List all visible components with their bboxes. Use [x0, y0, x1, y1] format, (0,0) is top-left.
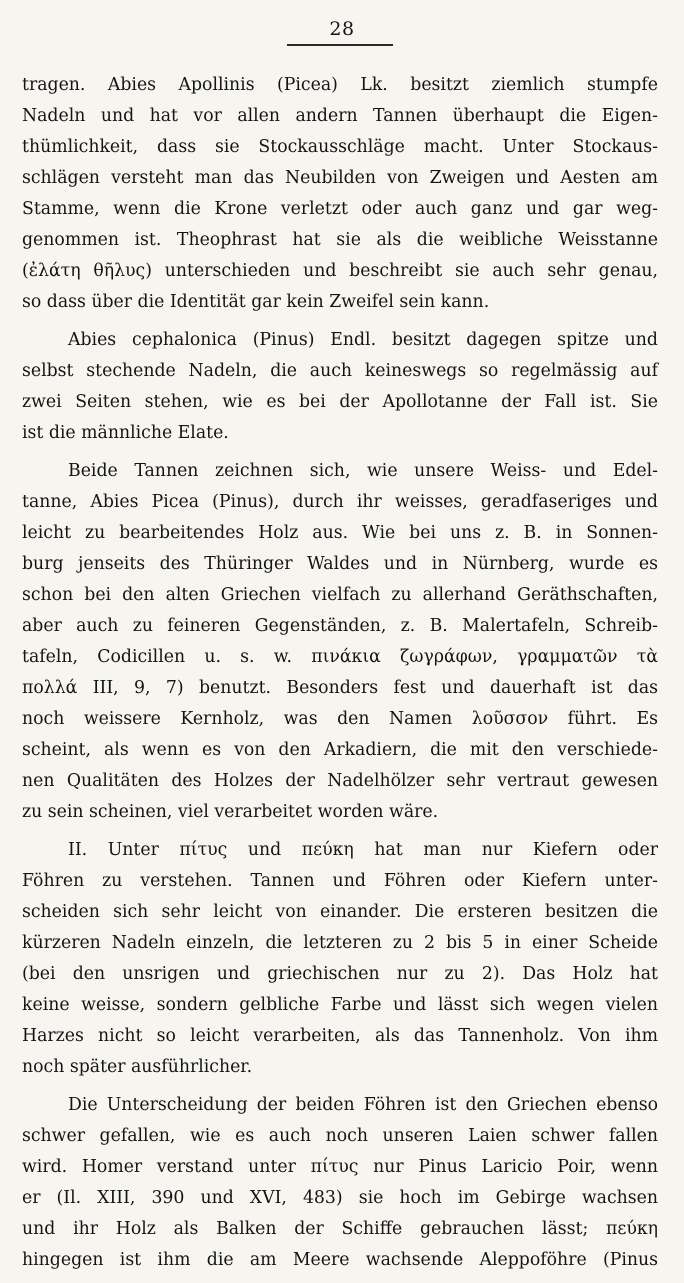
text-line: burg jenseits des Thüringer Waldes und in Nürnberg, wurde es: [22, 554, 658, 574]
text-line: zwei Seiten stehen, wie es bei der Apollotanne der Fall ist. Sie: [22, 392, 658, 412]
text-line: selbst stechende Nadeln, die auch keineswegs so regelmässig auf: [22, 361, 658, 381]
text-line: leicht zu bearbeitendes Holz aus. Wie bei uns z. B. in Sonnen-: [22, 523, 658, 543]
text-line: Harzes nicht so leicht verarbeiten, als das Tannenholz. Von ihm: [22, 1026, 658, 1046]
text-line: schwer gefallen, wie es auch noch unseren Laien schwer fallen: [22, 1126, 658, 1146]
text-line: Föhren zu verstehen. Tannen und Föhren oder Kiefern unter-: [22, 871, 658, 891]
text-line: scheiden sich sehr leicht von einander. Die ersteren besitzen die: [22, 902, 658, 922]
paragraph-3: [22, 456, 658, 828]
text-column: [22, 70, 658, 1283]
text-line: Nadeln und hat vor allen andern Tannen überhaupt die Eigen-: [22, 106, 658, 126]
text-line: er (Il. XIII, 390 und XVI, 483) sie hoch im Gebirge wachsen: [22, 1188, 658, 1208]
header-rule: [287, 44, 393, 46]
text-line: keine weisse, sondern gelbliche Farbe und lässt sich wegen vielen: [22, 995, 658, 1015]
text-line: ist die männliche Elate.: [22, 423, 229, 443]
paragraph-2: [22, 325, 658, 449]
text-line: tanne, Abies Picea (Pinus), durch ihr weisses, geradfaseriges und: [22, 492, 658, 512]
text-line: Abies cephalonica (Pinus) Endl. besitzt dagegen spitze und: [68, 330, 658, 350]
text-line: Beide Tannen zeichnen sich, wie unsere Weiss- und Edel-: [68, 461, 658, 481]
page-number: 28: [329, 18, 355, 40]
text-line: aber auch zu feineren Gegenständen, z. B. Malertafeln, Schreib-: [22, 616, 658, 636]
text-line: (bei den unsrigen und griechischen nur zu 2). Das Holz hat: [22, 964, 658, 984]
text-line: tragen. Abies Apollinis (Picea) Lk. besitzt ziemlich stumpfe: [22, 75, 658, 95]
text-line: scheint, als wenn es von den Arkadiern, die mit den verschiede-: [22, 740, 658, 760]
text-line: kürzeren Nadeln einzeln, die letzteren zu 2 bis 5 in einer Scheide: [22, 933, 658, 953]
text-line: schlägen versteht man das Neubilden von Zweigen und Aesten am: [22, 168, 658, 188]
text-line: schon bei den alten Griechen vielfach zu allerhand Geräthschaften,: [22, 585, 658, 605]
paragraph-4: [22, 835, 658, 1083]
text-line: genommen ist. Theophrast hat sie als die weibliche Weisstanne: [22, 230, 658, 250]
text-line: thümlichkeit, dass sie Stockausschläge macht. Unter Stockaus-: [22, 137, 658, 157]
text-line: hingegen ist ihm die am Meere wachsende Aleppoföhre (Pinus: [22, 1250, 658, 1270]
text-line: und ihr Holz als Balken der Schiffe gebrauchen lässt; πεύκη: [22, 1219, 658, 1239]
text-line: zu sein scheinen, viel verarbeitet worden wäre.: [22, 802, 439, 822]
text-line: noch weissere Kernholz, was den Namen λοῦσσον führt. Es: [22, 709, 658, 729]
paragraph-1: [22, 70, 658, 318]
text-line: wird. Homer verstand unter πίτυς nur Pinus Laricio Poir, wenn: [22, 1157, 658, 1177]
text-line: (ἐλάτη θῆλυς) unterschieden und beschreibt sie auch sehr genau,: [22, 261, 658, 281]
text-line: tafeln, Codicillen u. s. w. πινάκια ζωγράφων, γραμματῶν τὰ: [22, 647, 658, 667]
text-line: noch später ausführlicher.: [22, 1057, 253, 1077]
text-line: nen Qualitäten des Holzes der Nadelhölzer sehr vertraut gewesen: [22, 771, 658, 791]
text-line: Stamme, wenn die Krone verletzt oder auch ganz und gar weg-: [22, 199, 658, 219]
text-line: Die Unterscheidung der beiden Föhren ist den Griechen ebenso: [68, 1095, 658, 1115]
text-line: πολλά III, 9, 7) benutzt. Besonders fest und dauerhaft ist das: [22, 678, 658, 698]
text-line: so dass über die Identität gar kein Zweifel sein kann.: [22, 292, 490, 312]
text-line: II. Unter πίτυς und πεύκη hat man nur Kiefern oder: [68, 840, 658, 860]
paragraph-5: [22, 1090, 658, 1276]
